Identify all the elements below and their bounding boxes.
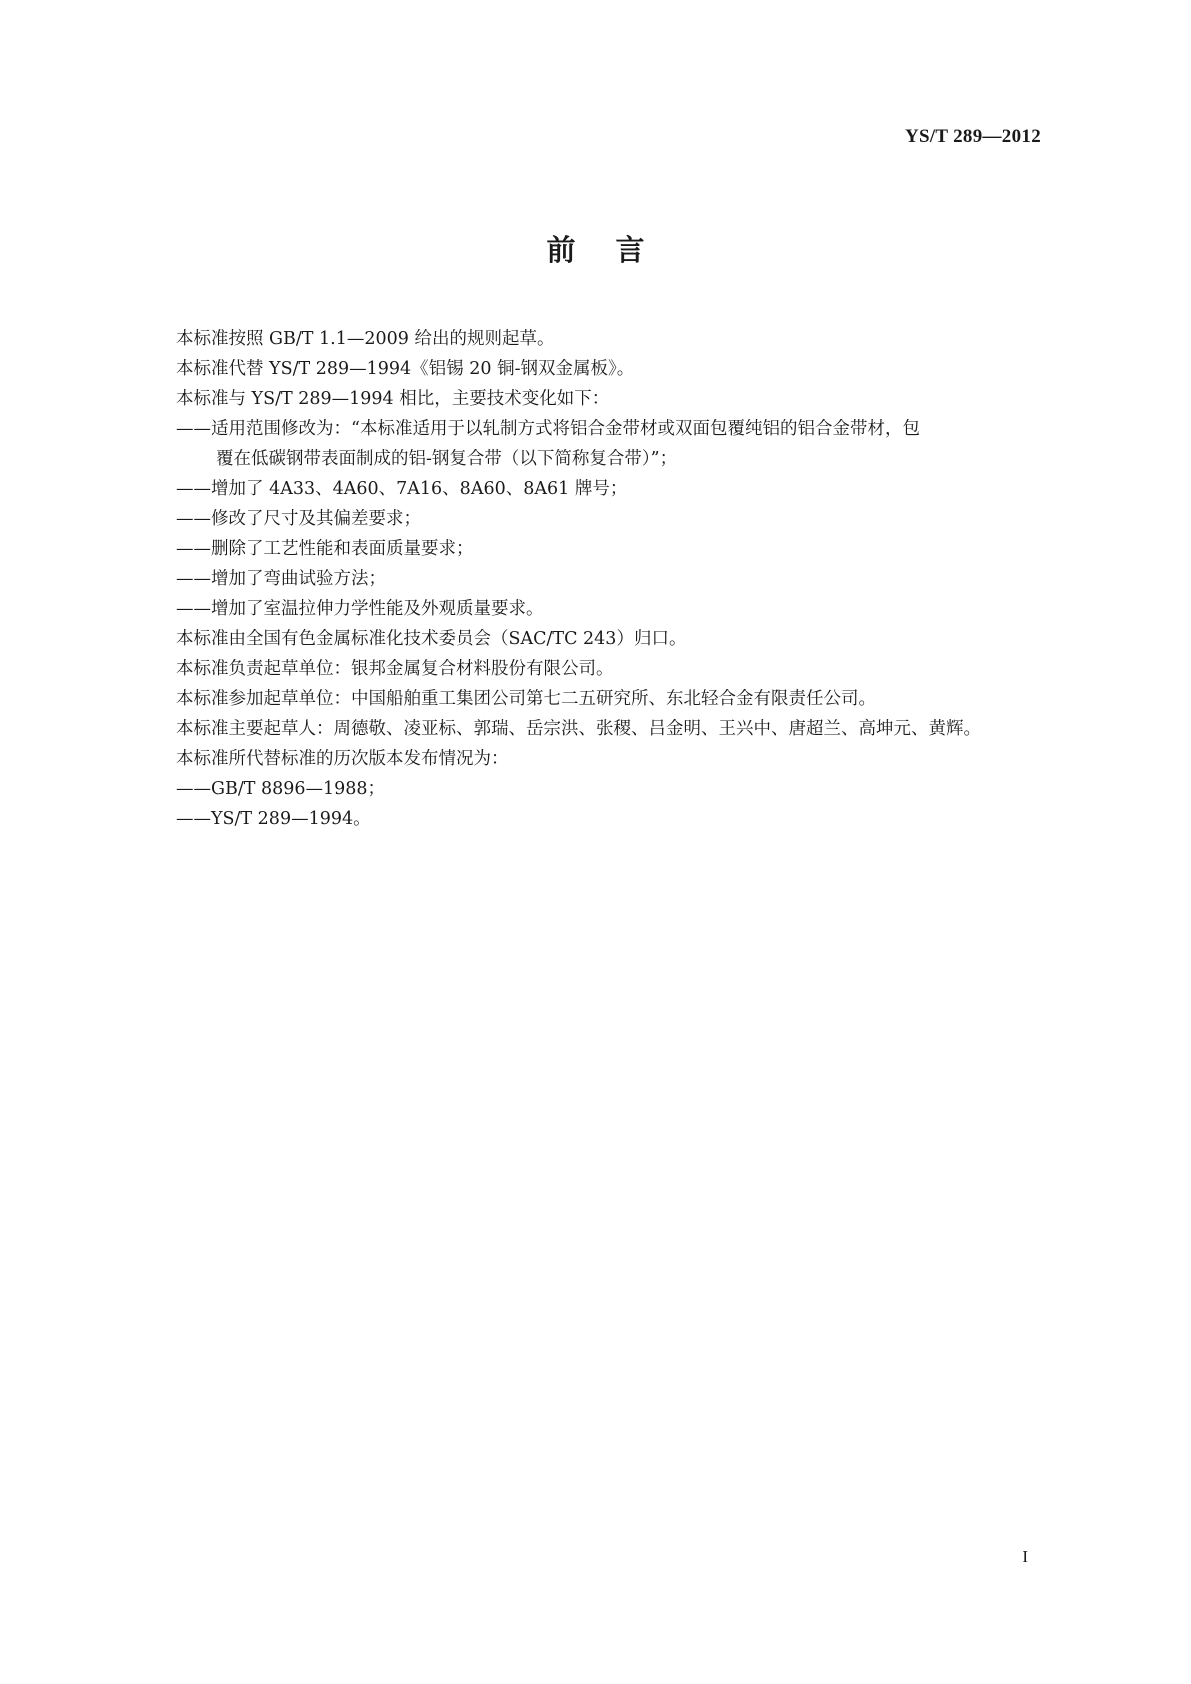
- foreword-line: 本标准负责起草单位：银邦金属复合材料股份有限公司。: [176, 659, 614, 679]
- page-title: 前言: [546, 233, 685, 267]
- change-item: ——删除了工艺性能和表面质量要求；: [176, 539, 474, 559]
- previous-version-item: ——GB/T 8896—1988；: [176, 779, 386, 799]
- foreword-line: 本标准与 YS/T 289—1994 相比，主要技术变化如下：: [176, 389, 610, 409]
- foreword-line: 本标准按照 GB/T 1.1—2009 给出的规则起草。: [176, 329, 555, 349]
- change-item: ——增加了弯曲试验方法；: [176, 569, 386, 589]
- page-number: I: [1022, 1547, 1028, 1566]
- standard-code: YS/T 289—2012: [904, 126, 1041, 147]
- previous-version-item: ——YS/T 289—1994。: [176, 809, 371, 829]
- foreword-body: [176, 324, 1056, 834]
- foreword-line: 本标准参加起草单位：中国船舶重工集团公司第七二五研究所、东北轻合金有限责任公司。: [176, 689, 876, 709]
- change-item: ——增加了 4A33、4A60、7A16、8A60、8A61 牌号；: [176, 479, 628, 499]
- change-item: ——增加了室温拉伸力学性能及外观质量要求。: [176, 599, 544, 619]
- change-item-continuation: 覆在低碳钢带表面制成的铝-钢复合带（以下简称复合带）”；: [216, 449, 678, 469]
- change-item: ——适用范围修改为：“本标准适用于以轧制方式将铝合金带材或双面包覆纯铝的铝合金带材，包: [176, 419, 920, 439]
- foreword-line: 本标准所代替标准的历次版本发布情况为：: [176, 749, 509, 769]
- change-item: ——修改了尺寸及其偏差要求；: [176, 509, 421, 529]
- foreword-line: 本标准由全国有色金属标准化技术委员会（SAC/TC 243）归口。: [176, 629, 687, 649]
- foreword-line: 本标准代替 YS/T 289—1994《铝锡 20 铜-钢双金属板》。: [176, 359, 635, 379]
- foreword-line: 本标准主要起草人：周德敬、凌亚标、郭瑞、岳宗洪、张稷、吕金明、王兴中、唐超兰、高坤元、黄辉。: [176, 719, 981, 739]
